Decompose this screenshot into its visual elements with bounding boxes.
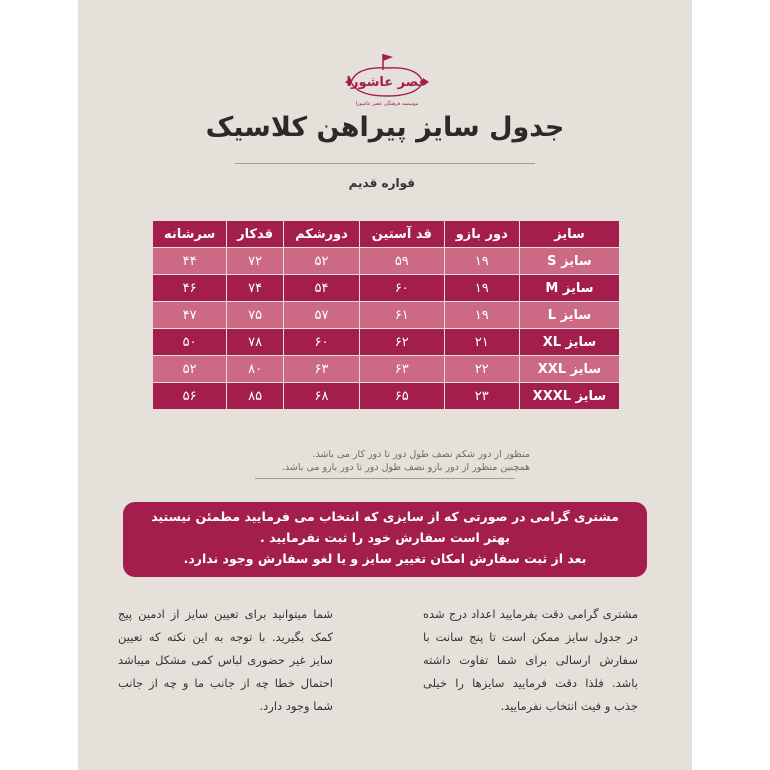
table-cell: ۲۲ bbox=[444, 356, 519, 382]
header-waist: دورشکم bbox=[283, 221, 359, 247]
table-cell: ۶۵ bbox=[359, 383, 444, 409]
banner-line-3: بعد از ثبت سفارش امکان تغییر سایز و یا لغو سفارش وجود ندارد. bbox=[183, 551, 587, 566]
info-text-left: شما میتوانید برای تعیین سایز از ادمین پیج کمک بگیرید. با توجه به این نکته که تعیین سایز غیر حضوری لباس کمی مشکل میباشد احتمال خطا چه از جانب ما و چه از جانب شما وجود دارد. bbox=[118, 607, 333, 713]
table-cell: ۱۹ bbox=[444, 275, 519, 301]
subtitle: قواره قدیم bbox=[348, 176, 415, 190]
size-cell: سایز L bbox=[519, 302, 619, 328]
logo-emblem-icon bbox=[343, 52, 431, 110]
note-line-1: منظور از دور شکم نصف طول دور تا دور کار می باشد. bbox=[312, 449, 530, 460]
warning-banner bbox=[123, 502, 647, 577]
measurement-note bbox=[210, 448, 530, 474]
table-cell: ۵۲ bbox=[283, 248, 359, 274]
size-cell: سایز M bbox=[519, 275, 619, 301]
table-cell: ۶۸ bbox=[283, 383, 359, 409]
info-text-right: مشتری گرامی دقت بفرمایید اعداد درج شده در جدول سایز ممکن است تا پنج سانت با سفارش ارسالی برای شما تفاوت داشته باشد. فلذا دقت فرمایید سایزها را خیلی جذب و فیت انتخاب نفرمایید. bbox=[423, 607, 638, 713]
table-cell: ۸۰ bbox=[226, 356, 283, 382]
table-cell: ۷۲ bbox=[226, 248, 283, 274]
table-cell: ۱۹ bbox=[444, 302, 519, 328]
table-cell: ۲۱ bbox=[444, 329, 519, 355]
table-row bbox=[153, 302, 619, 328]
table-row bbox=[153, 356, 619, 382]
table-cell: ۲۳ bbox=[444, 383, 519, 409]
table-cell: ۷۵ bbox=[226, 302, 283, 328]
size-table bbox=[153, 220, 619, 410]
table-row bbox=[153, 383, 619, 409]
table-cell: ۶۲ bbox=[359, 329, 444, 355]
page-title: جدول سایز پیراهن کلاسیک bbox=[205, 112, 565, 143]
svg-text:عصر عاشورا: عصر عاشورا bbox=[346, 75, 428, 90]
table-cell: ۶۰ bbox=[359, 275, 444, 301]
header-size: سایز bbox=[519, 221, 619, 247]
size-cell: سایز S bbox=[519, 248, 619, 274]
table-cell: ۶۰ bbox=[283, 329, 359, 355]
table-cell: ۷۴ bbox=[226, 275, 283, 301]
table-row bbox=[153, 248, 619, 274]
table-cell: ۵۰ bbox=[153, 329, 226, 355]
table-cell: ۶۳ bbox=[359, 356, 444, 382]
table-cell: ۵۶ bbox=[153, 383, 226, 409]
brand-logo bbox=[343, 52, 431, 110]
table-cell: ۵۷ bbox=[283, 302, 359, 328]
table-cell: ۶۱ bbox=[359, 302, 444, 328]
table-cell: ۵۲ bbox=[153, 356, 226, 382]
table-cell: ۸۵ bbox=[226, 383, 283, 409]
header-shoulder: سرشانه bbox=[153, 221, 226, 247]
header-length: قدکار bbox=[226, 221, 283, 247]
banner-line-1: مشتری گرامی در صورتی که از سایزی که انتخاب می فرمایید مطمئن نیستید bbox=[151, 509, 619, 524]
table-cell: ۶۳ bbox=[283, 356, 359, 382]
table-cell: ۴۴ bbox=[153, 248, 226, 274]
note-line-2: همچنین منظور از دور بازو نصف طول دور تا دور بازو می باشد. bbox=[281, 462, 530, 473]
note-divider bbox=[255, 478, 515, 479]
table-cell: ۵۹ bbox=[359, 248, 444, 274]
svg-text:موسسه فرهنگی عصر عاشورا: موسسه فرهنگی عصر عاشورا bbox=[355, 101, 419, 107]
size-cell: سایز XL bbox=[519, 329, 619, 355]
table-cell: ۴۶ bbox=[153, 275, 226, 301]
size-cell: سایز XXL bbox=[519, 356, 619, 382]
table-row bbox=[153, 329, 619, 355]
table-cell: ۷۸ bbox=[226, 329, 283, 355]
size-cell: سایز XXXL bbox=[519, 383, 619, 409]
table-header-row bbox=[153, 221, 619, 247]
table-cell: ۱۹ bbox=[444, 248, 519, 274]
table-cell: ۵۴ bbox=[283, 275, 359, 301]
table-cell: ۴۷ bbox=[153, 302, 226, 328]
header-arm-circumference: دور بازو bbox=[444, 221, 519, 247]
title-divider bbox=[235, 163, 535, 164]
table-row bbox=[153, 275, 619, 301]
header-sleeve-length: قد آستین bbox=[359, 221, 444, 247]
banner-line-2: بهتر است سفارش خود را ثبت نفرمایید . bbox=[260, 530, 510, 545]
